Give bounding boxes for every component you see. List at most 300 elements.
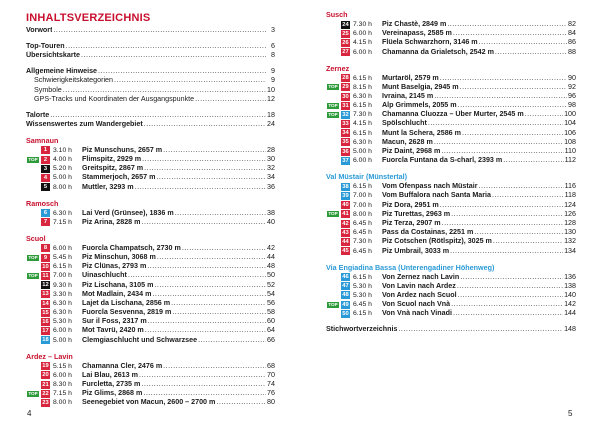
tour-duration: 8.30 h — [53, 381, 72, 389]
tour-name: Fuorcla Champatsch, 2730 m — [82, 243, 181, 252]
spacer — [26, 129, 275, 136]
tour-duration: 6.15 h — [353, 273, 372, 281]
toc-entry[interactable] — [26, 51, 275, 60]
section-heading: Zernez — [326, 63, 350, 73]
tour-entry[interactable] — [326, 29, 576, 38]
top-badge — [326, 202, 340, 209]
toc-entry[interactable] — [26, 111, 275, 120]
tour-number: 36 — [342, 148, 349, 155]
tour-name: Piz Terza, 2907 m — [382, 218, 441, 227]
dot-leader — [216, 398, 266, 407]
section-heading: Ardez – Lavin — [26, 351, 73, 361]
dot-leader — [434, 138, 563, 147]
toc-page: 6 — [271, 41, 275, 50]
section-heading: Val Müstair (Münstertal) — [326, 172, 408, 182]
tour-number: 20 — [42, 372, 49, 379]
tour-number: 35 — [342, 139, 349, 146]
top-badge-label: TOP — [28, 390, 38, 396]
top-badge — [326, 130, 340, 137]
tour-entry[interactable] — [326, 92, 576, 101]
tour-duration: 6.00 h — [53, 244, 72, 252]
tour-page: 76 — [267, 389, 275, 398]
page-title: INHALTSVERZEICHNIS — [26, 12, 151, 24]
tour-entry[interactable] — [26, 326, 275, 335]
top-badge-label: TOP — [328, 211, 338, 217]
tour-duration: 9.30 h — [53, 281, 72, 289]
spacer — [26, 192, 275, 199]
tour-duration: 6.15 h — [353, 310, 372, 318]
tour-entry[interactable] — [326, 147, 576, 156]
tour-page: 50 — [267, 271, 275, 280]
top-badge — [26, 300, 40, 307]
tour-number: 10 — [42, 263, 49, 270]
tour-entry[interactable] — [26, 389, 275, 398]
tour-number: 16 — [42, 318, 49, 325]
tour-number: 40 — [342, 202, 349, 209]
tour-page: 58 — [267, 308, 275, 317]
tour-number: 2 — [41, 156, 50, 164]
tour-duration: 6.15 h — [53, 263, 72, 271]
tour-entry[interactable] — [26, 262, 275, 271]
tour-entry[interactable] — [326, 282, 576, 291]
tour-duration: 4.15 h — [353, 120, 372, 128]
dot-leader — [434, 92, 567, 101]
toc-entry[interactable] — [26, 95, 275, 104]
tour-entry[interactable] — [326, 291, 576, 300]
tour-number: 8 — [41, 244, 50, 252]
tour-name: Munt Baselgia, 2945 m — [382, 82, 459, 91]
dot-leader — [198, 336, 266, 345]
top-badge — [326, 30, 340, 37]
dot-leader — [451, 300, 563, 309]
tour-number: 28 — [342, 75, 349, 82]
tour-page: 70 — [267, 370, 275, 379]
tour-name: Fuorcla Sesvenna, 2819 m — [82, 308, 172, 317]
tour-entry[interactable] — [26, 362, 275, 371]
tour-duration: 6.45 h — [353, 219, 372, 227]
tour-page: 108 — [564, 137, 576, 146]
tour-page: 82 — [568, 20, 576, 28]
toc-page: 24 — [267, 119, 275, 128]
toc-page: 18 — [267, 110, 275, 119]
tour-entry[interactable] — [26, 336, 275, 345]
top-badge — [26, 184, 40, 191]
top-badge — [26, 318, 40, 325]
tour-name: Chamanna Cluozza – Über Murter, 2545 m — [382, 110, 524, 119]
tour-name: Pass da Costainas, 2251 m — [382, 228, 474, 237]
tour-entry[interactable] — [26, 155, 275, 164]
tour-entry[interactable] — [26, 308, 275, 317]
toc-page: 12 — [267, 94, 275, 103]
top-badge — [326, 193, 340, 200]
top-badge — [326, 148, 340, 155]
tour-entry[interactable] — [326, 38, 576, 47]
tour-page: 42 — [267, 243, 275, 252]
tour-entry[interactable] — [326, 48, 576, 57]
tour-duration: 6.00 h — [53, 327, 72, 335]
tour-name: Von Lavin nach Ardez — [382, 281, 456, 290]
tour-entry[interactable] — [326, 191, 576, 200]
toc-entry[interactable] — [26, 120, 275, 129]
tour-entry[interactable] — [326, 129, 576, 138]
dot-leader — [495, 48, 567, 57]
tour-page: 100 — [564, 110, 576, 119]
tour-entry[interactable] — [26, 244, 275, 253]
top-badge-label: TOP — [28, 254, 38, 260]
top-badge — [26, 381, 40, 388]
spacer — [26, 60, 275, 67]
tour-page: 48 — [267, 262, 275, 271]
top-badge — [326, 93, 340, 100]
dot-leader — [492, 191, 564, 200]
tour-page: 80 — [267, 398, 275, 407]
tour-entry[interactable] — [326, 182, 576, 191]
tour-entry[interactable] — [326, 228, 576, 237]
tour-entry[interactable] — [326, 20, 576, 29]
tour-number: 1 — [41, 146, 50, 154]
tour-duration: 8.15 h — [353, 83, 372, 91]
dot-leader — [447, 20, 567, 29]
tour-duration: 6.00 h — [353, 30, 372, 38]
tour-page: 74 — [267, 380, 275, 389]
tour-page: 68 — [267, 361, 275, 370]
tour-number: 24 — [342, 21, 349, 28]
tour-name: Ivraina, 2145 m — [382, 91, 434, 100]
tour-duration: 6.00 h — [353, 157, 372, 165]
dot-leader — [440, 201, 563, 210]
tour-duration: 6.15 h — [353, 183, 372, 191]
tour-name: Lai Verd (Grünsee), 1836 m — [82, 208, 174, 217]
dot-leader — [154, 281, 266, 290]
tour-number: 19 — [42, 363, 49, 370]
tour-name: Piz Arina, 2828 m — [82, 217, 141, 226]
tour-entry[interactable] — [326, 247, 576, 256]
tour-entry[interactable] — [326, 219, 576, 228]
tour-number: 42 — [342, 220, 349, 227]
tour-duration: 6.00 h — [53, 371, 72, 379]
top-badge — [326, 310, 340, 317]
tour-number: 23 — [42, 399, 49, 406]
tour-number: 46 — [342, 274, 349, 281]
toc-page: 3 — [271, 26, 275, 34]
tour-number: 49 — [342, 301, 349, 308]
tour-name: Mot Madlain, 2434 m — [82, 289, 152, 298]
tour-page: 36 — [267, 182, 275, 191]
tour-entry[interactable] — [26, 290, 275, 299]
dot-leader — [428, 119, 563, 128]
top-badge — [326, 220, 340, 227]
tour-name: Piz Munschuns, 2657 m — [82, 145, 163, 154]
tour-number: 41 — [342, 211, 349, 218]
toc-entry[interactable] — [26, 42, 275, 51]
tour-page: 96 — [568, 91, 576, 100]
tour-name: Piz Dora, 2951 m — [382, 200, 439, 209]
toc-label: Übersichtskarte — [26, 51, 80, 60]
tour-duration: 5.30 h — [353, 291, 372, 299]
tour-number: 6 — [41, 209, 50, 217]
tour-entry[interactable] — [26, 271, 275, 280]
index-label: Stichwortverzeichnis — [326, 325, 398, 334]
dot-leader — [453, 309, 563, 318]
tour-entry[interactable] — [326, 101, 576, 110]
tour-entry[interactable] — [326, 138, 576, 147]
tour-name: Alp Grimmels, 2055 m — [382, 101, 457, 110]
top-badge — [26, 363, 40, 370]
tour-name: Von Zernez nach Lavin — [382, 272, 460, 281]
top-badge — [26, 254, 40, 261]
tour-entry[interactable] — [326, 210, 576, 219]
tour-page: 110 — [564, 147, 576, 156]
tour-entry[interactable] — [326, 156, 576, 165]
tour-entry[interactable] — [326, 237, 576, 246]
dot-leader — [152, 290, 266, 299]
dot-leader — [479, 182, 564, 191]
top-badge — [326, 238, 340, 245]
toc-entry[interactable] — [26, 67, 275, 76]
tour-entry[interactable] — [26, 253, 275, 262]
tour-name: Vom Buffalora nach Santa Maria — [382, 191, 491, 200]
tour-name: Vom Ofenpass nach Müstair — [382, 182, 478, 191]
tour-name: Greitspitz, 2867 m — [82, 164, 144, 173]
tour-number: 7 — [41, 218, 50, 226]
tour-page: 86 — [568, 38, 576, 47]
toc-page: 10 — [267, 85, 275, 94]
dot-leader — [53, 26, 266, 35]
tour-name: Piz Minschun, 3068 m — [82, 252, 156, 261]
tour-duration: 4.00 h — [53, 156, 72, 164]
tour-page: 128 — [564, 218, 576, 227]
tour-entry[interactable] — [326, 201, 576, 210]
tour-duration: 7.00 h — [353, 192, 372, 200]
tour-name: Macun, 2628 m — [382, 137, 433, 146]
tour-name: Piz Clünas, 2793 m — [82, 262, 147, 271]
dot-leader — [398, 325, 563, 334]
tour-name: Stammerjoch, 2657 m — [82, 173, 156, 182]
top-badge — [326, 248, 340, 255]
top-badge-label: TOP — [28, 272, 38, 278]
tour-name: Chamanna Cler, 2476 m — [82, 361, 163, 370]
tour-number: 44 — [342, 238, 349, 245]
tour-entry[interactable] — [26, 209, 275, 218]
index-entry[interactable] — [326, 325, 576, 334]
tour-page: 118 — [564, 191, 576, 200]
dot-leader — [148, 317, 266, 326]
tour-duration: 3.10 h — [53, 146, 72, 154]
dot-leader — [144, 120, 266, 129]
tour-number: 11 — [42, 272, 49, 279]
top-badge — [326, 283, 340, 290]
spacer — [26, 345, 275, 352]
top-badge — [26, 175, 40, 182]
tour-name: Piz Chastè, 2849 m — [382, 20, 447, 28]
tour-number: 45 — [342, 248, 349, 255]
tour-number: 17 — [42, 328, 49, 335]
tour-name: Flüela Schwarzhorn, 3146 m — [382, 38, 478, 47]
toc-page: 9 — [271, 76, 275, 85]
toc-label: GPS-Tracks und Koordinaten der Ausgangspunkte — [34, 94, 195, 103]
top-badge — [326, 139, 340, 146]
dot-leader — [141, 380, 266, 389]
tour-duration: 6.30 h — [53, 299, 72, 307]
right-page — [326, 10, 576, 334]
dot-leader — [114, 76, 266, 85]
tour-name: Furcletta, 2735 m — [82, 380, 141, 389]
section-heading: Scuol — [26, 233, 46, 243]
tour-number: 27 — [342, 49, 349, 56]
tour-entry[interactable] — [326, 74, 576, 83]
top-badge — [326, 292, 340, 299]
top-badge — [326, 229, 340, 236]
tour-duration: 4.15 h — [353, 39, 372, 47]
dot-leader — [145, 326, 266, 335]
tour-entry[interactable] — [26, 183, 275, 192]
tour-entry[interactable] — [26, 164, 275, 173]
tour-page: 38 — [267, 208, 275, 217]
section-heading: Susch — [326, 10, 348, 19]
tour-page: 98 — [568, 101, 576, 110]
top-badge — [326, 39, 340, 46]
tour-duration: 5.30 h — [53, 318, 72, 326]
toc-entry[interactable] — [26, 26, 275, 35]
tour-name: Fuorcla Funtana da S-charl, 2393 m — [382, 156, 503, 165]
tour-page: 88 — [568, 47, 576, 56]
tour-duration: 7.30 h — [353, 21, 372, 28]
spacer — [26, 35, 275, 42]
tour-name: Murtaröl, 2579 m — [382, 73, 439, 82]
top-badge — [26, 147, 40, 154]
tour-duration: 7.15 h — [53, 390, 72, 398]
tour-entry[interactable] — [26, 299, 275, 308]
tour-duration: 6.15 h — [353, 129, 372, 137]
dot-leader — [474, 228, 563, 237]
dot-leader — [175, 209, 266, 218]
dot-leader — [135, 183, 266, 192]
tour-page: 40 — [267, 217, 275, 226]
top-badge — [26, 328, 40, 335]
top-badge — [326, 111, 340, 118]
top-badge — [26, 309, 40, 316]
top-badge — [26, 372, 40, 379]
page-number-left: 4 — [27, 409, 32, 418]
dot-leader — [139, 371, 266, 380]
tour-duration: 6.30 h — [53, 209, 72, 217]
tour-number: 43 — [342, 229, 349, 236]
tour-name: Sur il Foss, 2317 m — [82, 317, 147, 326]
toc-label: Talorte — [26, 110, 50, 119]
dot-leader — [457, 282, 563, 291]
dot-leader — [172, 308, 266, 317]
tour-name: Vereinapass, 2585 m — [382, 29, 452, 38]
tour-number: 18 — [42, 337, 49, 344]
tour-number: 29 — [342, 84, 349, 91]
dot-leader — [440, 74, 567, 83]
tour-entry[interactable] — [326, 119, 576, 128]
tour-entry[interactable] — [26, 398, 275, 407]
top-badge — [26, 337, 40, 344]
tour-name: Mot Tavrü, 2420 m — [82, 326, 144, 335]
top-badge — [326, 211, 340, 218]
toc-entry[interactable] — [26, 76, 275, 85]
tour-name: Von Ardez nach Scuol — [382, 290, 457, 299]
tour-duration: 7.30 h — [353, 111, 372, 119]
tour-entry[interactable] — [326, 110, 576, 119]
tour-number: 15 — [42, 309, 49, 316]
tour-entry[interactable] — [26, 281, 275, 290]
toc-entry[interactable] — [26, 86, 275, 95]
tour-page: 116 — [564, 182, 576, 191]
top-badge — [326, 183, 340, 190]
tour-sections-right — [326, 10, 576, 318]
tour-page: 28 — [267, 145, 275, 154]
tour-page: 134 — [564, 246, 576, 255]
tour-page: 130 — [564, 228, 576, 237]
tour-name: Clemgiaschlucht und Schwarzsee — [82, 335, 198, 344]
top-badge — [326, 21, 340, 28]
dot-leader — [453, 29, 567, 38]
dot-leader — [128, 271, 266, 280]
tour-number: 5 — [41, 183, 50, 191]
tour-entry[interactable] — [26, 371, 275, 380]
dot-leader — [98, 67, 266, 76]
spacer — [26, 227, 275, 234]
spacer — [26, 104, 275, 111]
top-badge-label: TOP — [328, 84, 338, 90]
tour-entry[interactable] — [326, 273, 576, 282]
tour-duration: 6.45 h — [353, 301, 372, 309]
tour-page: 124 — [564, 200, 576, 209]
tour-page: 136 — [564, 272, 576, 281]
tour-duration: 5.00 h — [53, 174, 72, 182]
top-badge — [326, 274, 340, 281]
tour-duration: 8.00 h — [53, 399, 72, 407]
tour-duration: 6.15 h — [353, 102, 372, 110]
tour-sections-left — [26, 129, 275, 408]
tour-entry[interactable] — [326, 309, 576, 318]
tour-number: 32 — [342, 111, 349, 118]
tour-number: 37 — [342, 157, 349, 164]
tour-name: Piz Daint, 2968 m — [382, 147, 441, 156]
spacer — [326, 256, 576, 263]
spacer — [326, 165, 576, 172]
tour-number: 13 — [42, 291, 49, 298]
dot-leader — [50, 111, 266, 120]
tour-page: 104 — [564, 119, 576, 128]
tour-entry[interactable] — [26, 380, 275, 389]
top-badge — [26, 282, 40, 289]
dot-leader — [142, 155, 266, 164]
tour-entry[interactable] — [326, 300, 576, 309]
tour-name: Von Vnà nach Vinadi — [382, 309, 452, 318]
toc-label: Wissenswertes zum Wandergebiet — [26, 119, 143, 128]
tour-page: 112 — [564, 156, 576, 165]
tour-duration: 7.00 h — [353, 201, 372, 209]
top-badge — [326, 301, 340, 308]
dot-leader — [493, 237, 563, 246]
tour-entry[interactable] — [26, 173, 275, 182]
toc-label: Top-Touren — [26, 41, 65, 50]
tour-duration: 8.00 h — [53, 183, 72, 191]
top-badge — [326, 121, 340, 128]
tour-entry[interactable] — [26, 218, 275, 227]
tour-entry[interactable] — [26, 317, 275, 326]
toc-list — [26, 26, 275, 129]
tour-entry[interactable] — [326, 83, 576, 92]
tour-entry[interactable] — [26, 146, 275, 155]
tour-page: 32 — [267, 164, 275, 173]
tour-page: 106 — [564, 128, 576, 137]
tour-page: 92 — [568, 82, 576, 91]
section-heading: Ramosch — [26, 198, 59, 208]
